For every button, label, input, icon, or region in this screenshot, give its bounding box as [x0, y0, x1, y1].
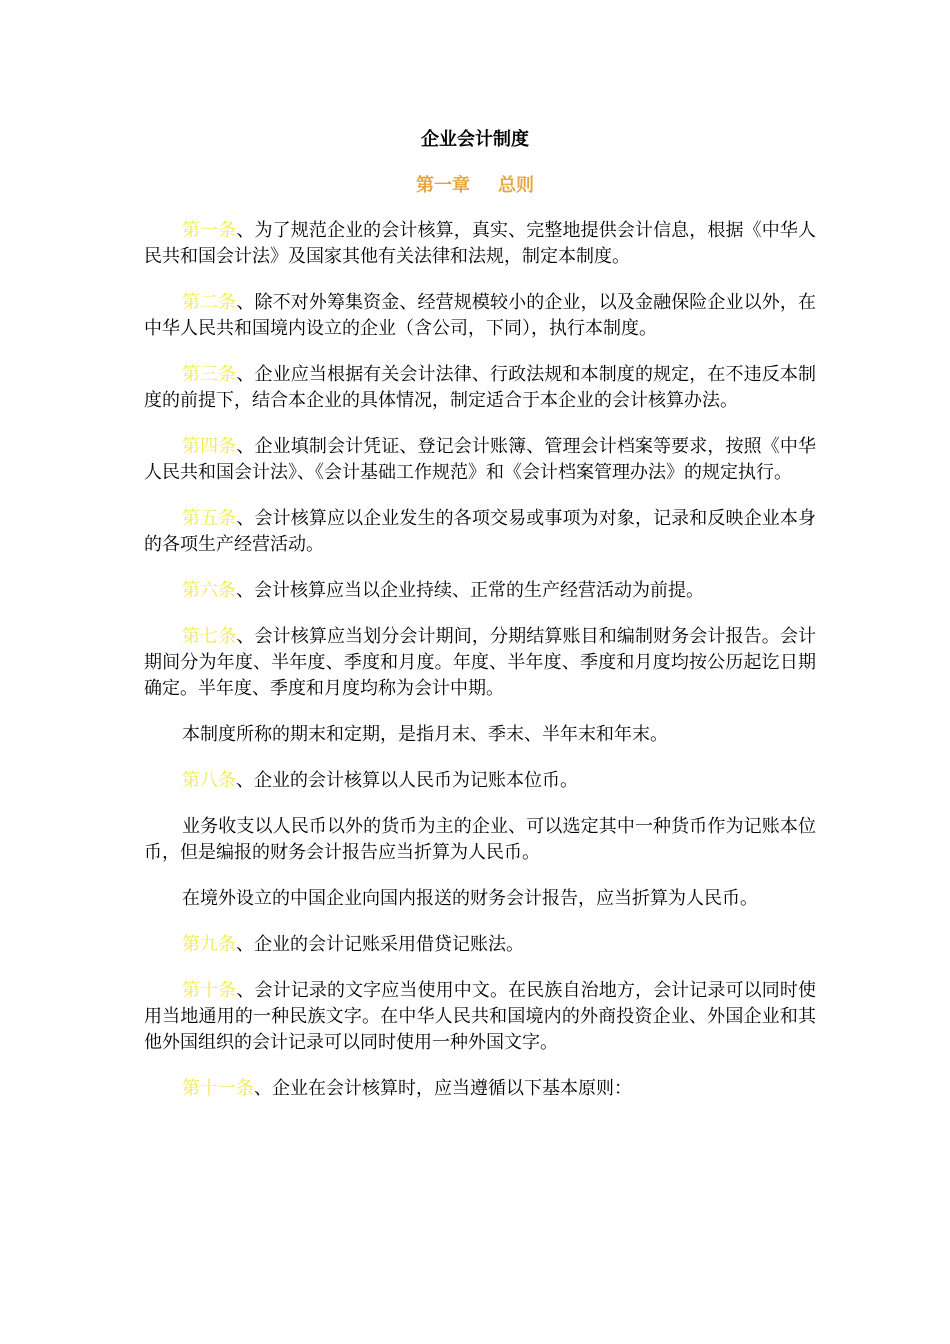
article-label: 第二条	[182, 292, 237, 313]
paragraph-text: 、会计记录的文字应当使用中文。在民族自治地方，会计记录可以同时使用当地通用的一种民族文字。在中华人民共和国境内的外商投资企业、外国企业和其他外国组织的会计记录可以同时使用一种外国文字。	[144, 980, 817, 1053]
article-label: 第八条	[182, 770, 236, 791]
article-label: 第五条	[182, 508, 237, 529]
paragraph	[144, 218, 816, 270]
paragraph-text: 、会计核算应当划分会计期间，分期结算账目和编制财务会计报告。会计期间分为年度、半年度、季度和月度。年度、半年度、季度和月度均按公历起讫日期确定。半年度、季度和月度均称为会计中期。	[144, 626, 817, 699]
paragraph-text: 、企业在会计核算时，应当遵循以下基本原则：	[254, 1078, 632, 1099]
paragraph-text: 、除不对外筹集资金、经营规模较小的企业，以及金融保险企业以外，在中华人民共和国境内设立的企业（含公司，下同），执行本制度。	[144, 292, 817, 339]
chapter-heading	[0, 174, 950, 198]
article-label: 第十条	[182, 980, 237, 1001]
paragraph	[144, 722, 816, 748]
article-label: 第七条	[182, 626, 237, 647]
article-label: 第十一条	[182, 1078, 254, 1099]
paragraph	[144, 932, 816, 958]
paragraph-text: 在境外设立的中国企业向国内报送的财务会计报告，应当折算为人民币。	[182, 888, 758, 909]
chapter-number: 第一章	[416, 175, 470, 196]
paragraph	[144, 768, 816, 794]
paragraph	[144, 578, 816, 604]
document-title: 企业会计制度	[421, 129, 529, 150]
paragraph-text: 、企业填制会计凭证、登记会计账簿、管理会计档案等要求，按照《中华人民共和国会计法》、《会计基础工作规范》和《会计档案管理办法》的规定执行。	[144, 436, 817, 483]
paragraph-text: 、企业应当根据有关会计法律、行政法规和本制度的规定，在不违反本制度的前提下，结合本企业的具体情况，制定适合于本企业的会计核算办法。	[144, 364, 817, 411]
article-label: 第四条	[182, 436, 237, 457]
article-label: 第一条	[182, 220, 237, 241]
paragraph-text: 、企业的会计核算以人民币为记账本位币。	[236, 770, 578, 791]
paragraph	[144, 886, 816, 912]
paragraph	[144, 362, 816, 414]
paragraph-text: 、企业的会计记账采用借贷记账法。	[236, 934, 524, 955]
paragraph	[144, 290, 816, 342]
chapter-name: 总则	[498, 175, 534, 196]
paragraph-text: 业务收支以人民币以外的货币为主的企业、可以选定其中一种货币作为记账本位币，但是编报的财务会计报告应当折算为人民币。	[144, 816, 816, 863]
paragraph	[144, 1076, 816, 1102]
paragraph-text: 、为了规范企业的会计核算，真实、完整地提供会计信息，根据《中华人民共和国会计法》及国家其他有关法律和法规，制定本制度。	[144, 220, 817, 267]
paragraph-text: 本制度所称的期末和定期，是指月末、季末、半年末和年末。	[182, 724, 668, 745]
document-body	[144, 218, 816, 1122]
paragraph	[144, 434, 816, 486]
article-label: 第三条	[182, 364, 237, 385]
article-label: 第六条	[182, 580, 236, 601]
paragraph	[144, 814, 816, 866]
paragraph-text: 、会计核算应以企业发生的各项交易或事项为对象，记录和反映企业本身的各项生产经营活动。	[144, 508, 817, 555]
paragraph	[144, 506, 816, 558]
paragraph-text: 、会计核算应当以企业持续、正常的生产经营活动为前提。	[236, 580, 704, 601]
paragraph	[144, 978, 816, 1056]
paragraph	[144, 624, 816, 702]
article-label: 第九条	[182, 934, 236, 955]
